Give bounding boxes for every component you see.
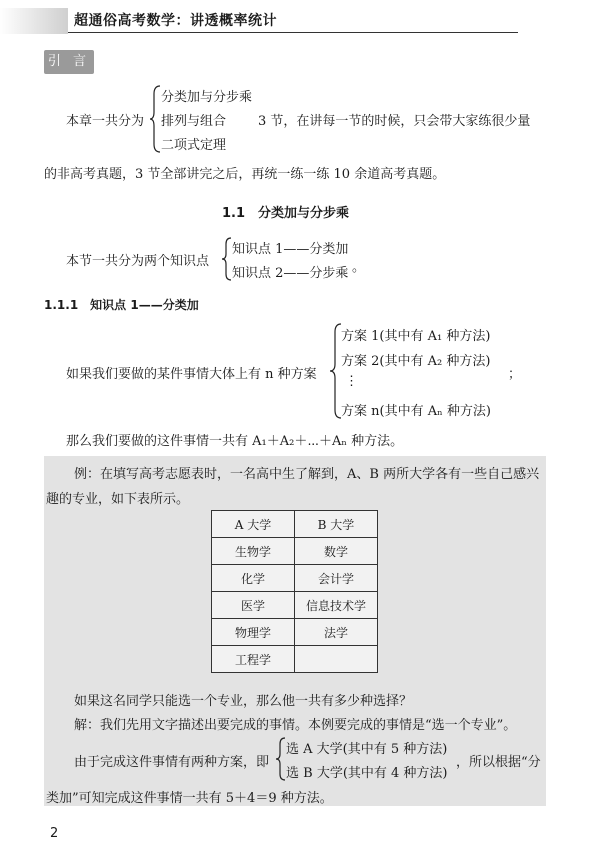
example-question: 如果这名同学只能选一个专业，那么他一共有多少种选择？ [74, 694, 413, 709]
intro-tag: 引 言 [44, 50, 94, 74]
section-title: 1.1 分类加与分步乘 [222, 206, 350, 221]
table-header-cell: A 大学 [212, 511, 295, 538]
table-row [212, 565, 378, 592]
table-cell [295, 646, 378, 673]
table-row [212, 646, 378, 673]
subsection-title: 1.1.1 知识点 1——分类加 [44, 298, 199, 312]
option-a: 选 A 大学(其中有 5 种方法) [286, 742, 448, 757]
table-cell: 工程学 [212, 646, 295, 673]
section-brace [222, 236, 232, 282]
table-cell: 信息技术学 [295, 592, 378, 619]
plan-n: 方案 n(其中有 Aₙ 种方法) [341, 404, 491, 419]
knowledge-2: 知识点 2——分步乘 [232, 266, 349, 281]
table-cell: 化学 [212, 565, 295, 592]
page-number: 2 [50, 826, 59, 841]
university-table [211, 510, 378, 673]
table-cell: 物理学 [212, 619, 295, 646]
table-header-row [212, 511, 378, 538]
example-because-suffix: ，所以根据“分 [456, 755, 541, 770]
table-cell: 法学 [295, 619, 378, 646]
intro-item-3: 二项式定理 [161, 138, 227, 153]
plan-ellipsis: ⋮ [345, 374, 358, 389]
then-line: 那么我们要做的这件事情一共有 A₁＋A₂＋⋯＋Aₙ 种方法。 [66, 434, 404, 449]
intro-prefix: 本章一共分为 [66, 114, 145, 129]
plans-suffix: ； [508, 367, 522, 382]
intro-line1-suffix: 3 节，在讲每一节的时候，只会带大家练很少量 [258, 114, 531, 129]
header-rule [68, 32, 518, 33]
knowledge-1: 知识点 1——分类加 [232, 242, 349, 257]
example-solution: 解：我们先用文字描述出要完成的事情。本例要完成的事情是“选一个专业”。 [74, 718, 517, 733]
section-intro-suffix: 。 [352, 260, 366, 275]
table-cell: 数学 [295, 538, 378, 565]
table-row [212, 619, 378, 646]
if-line: 如果我们要做的某件事情大体上有 n 种方案 [66, 367, 317, 382]
table-cell: 会计学 [295, 565, 378, 592]
book-title: 超通俗高考数学：讲透概率统计 [74, 13, 277, 29]
intro-item-2: 排列与组合 [161, 114, 227, 129]
table-cell: 医学 [212, 592, 295, 619]
intro-line2: 的非高考真题，3 节全部讲完之后，再统一练一练 10 余道高考真题。 [44, 167, 446, 182]
option-b: 选 B 大学(其中有 4 种方法) [286, 766, 448, 781]
section-intro-prefix: 本节一共分为两个知识点 [66, 254, 210, 269]
table-cell: 生物学 [212, 538, 295, 565]
example-conclusion: 类加”可知完成这件事情一共有 5＋4＝9 种方法。 [46, 791, 333, 806]
intro-item-1: 分类加与分步乘 [161, 90, 253, 105]
header-gradient [0, 8, 68, 34]
table-row [212, 538, 378, 565]
example-because-prefix: 由于完成这件事情有两种方案，即 [74, 755, 270, 770]
example-line2: 趣的专业，如下表所示。 [46, 492, 190, 507]
options-brace [276, 736, 286, 782]
table-header-cell: B 大学 [295, 511, 378, 538]
plan-1: 方案 1(其中有 A₁ 种方法) [341, 329, 491, 344]
table-row [212, 592, 378, 619]
plan-2: 方案 2(其中有 A₂ 种方法) [341, 354, 491, 369]
example-line1: 例：在填写高考志愿表时，一名高中生了解到，A、B 两所大学各有一些自己感兴 [74, 467, 540, 482]
